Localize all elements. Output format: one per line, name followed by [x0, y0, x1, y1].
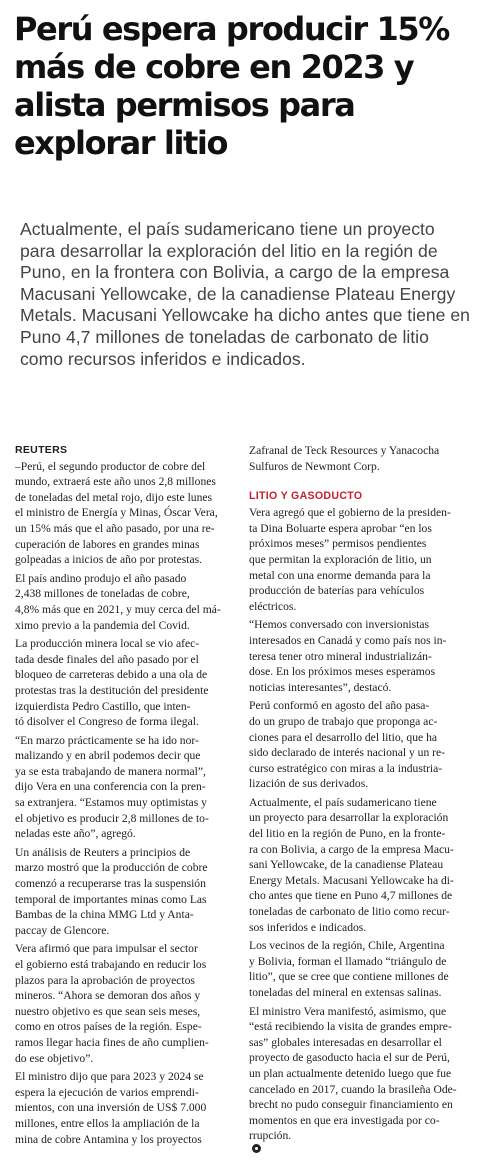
body-line: litio”, que se cree que contiene millones de	[249, 970, 449, 984]
body-line: neladas este año”, agregó.	[15, 827, 136, 841]
body-line: toneladas del mineral en extensas salinas.	[249, 986, 442, 999]
body-paragraph	[249, 443, 475, 474]
body-paragraph	[15, 845, 241, 939]
body-line: noticias interesantes”, destacó.	[249, 680, 392, 694]
body-paragraph	[15, 636, 241, 730]
body-paragraph	[15, 941, 241, 1066]
lead-line: como recursos inferidos e indicados.	[20, 348, 306, 369]
body-line: eléctricos.	[249, 599, 297, 613]
body-paragraph	[15, 571, 241, 633]
body-line: toneladas de carbonato de litio como recur-	[249, 905, 450, 919]
section-spacer	[249, 477, 475, 489]
body-line: Bambas de la china MMG Ltd y Anta-	[15, 908, 194, 922]
body-line: La producción minera local se vio afec-	[15, 637, 200, 651]
body-line: cho antes que tiene en Puno 4,7 millones de	[249, 889, 453, 903]
body-line: nuestro objetivo es que sean seis meses,	[15, 1004, 201, 1018]
body-line: próximos meses” permisos pendientes	[249, 537, 427, 551]
body-line: “Hemos conversado con inversionistas	[249, 618, 429, 632]
body-line: paccay de Glencore.	[15, 923, 110, 937]
body-line: un 15% más que el año pasado, por una re-	[15, 521, 215, 535]
body-line: Actualmente, el país sudamericano tiene	[249, 795, 437, 809]
body-line: sa extranjera. “Estamos muy optimistas y	[15, 796, 207, 810]
body-paragraph	[249, 505, 475, 614]
body-line: tada desde finales del año pasado por el	[15, 652, 199, 666]
body-line: protestas tras la destitución del presidente	[15, 683, 209, 697]
body-paragraph	[249, 795, 475, 935]
body-line: ciones para el desarrollo del litio, que ha	[249, 730, 438, 744]
lead-line: Actualmente, el país sudamericano tiene un proyecto	[20, 219, 435, 239]
body-line: ya se esta trabajando de manera normal”,	[15, 764, 206, 778]
end-of-article-icon	[252, 1144, 261, 1153]
body-line: dose. En los próximos meses esperamos	[249, 665, 436, 679]
body-paragraph	[15, 459, 241, 568]
body-line: izquierdista Pedro Castillo, que inten-	[15, 699, 191, 713]
body-line: Zafranal de Teck Resources y Yanacocha	[249, 444, 440, 457]
body-line: como en otros países de la región. Espe-	[15, 1020, 202, 1034]
body-line: sos inferidos e indicados.	[249, 920, 367, 934]
body-paragraph	[15, 733, 241, 842]
body-line: malizando y en abril podemos decir que	[15, 749, 201, 763]
body-line: lización de sus derivados.	[249, 777, 369, 791]
body-line: el ministro de Energía y Minas, Óscar Vera,	[15, 506, 218, 520]
body-line: mundo, extraerá este año unos 2,8 millones	[15, 475, 216, 489]
body-line: 4,8% más que en 2021, y muy cerca del má-	[15, 602, 221, 616]
body-line: Un análisis de Reuters a principios de	[15, 845, 191, 859]
body-line: Vera afirmó que para impulsar el sector	[15, 942, 198, 956]
article-headline	[14, 10, 476, 162]
body-line: dijo Vera en una conferencia con la pren-	[15, 780, 206, 794]
body-line: metal con una enorme demanda para la	[249, 568, 431, 582]
body-line: “está recibiendo la visita de grandes empre-	[249, 1020, 452, 1034]
body-line: mina de cobre Antamina y los proyectos	[15, 1132, 202, 1146]
body-line: sani Yellowcake, de la canadiense Plateau	[249, 858, 444, 872]
lead-line: para desarrollar la exploración del litio en la región de	[20, 240, 438, 261]
body-line: un plan actualmente detenido luego que fue	[249, 1066, 452, 1080]
body-line-text: rrupción.	[249, 1129, 292, 1143]
lead-line: Puno 4,7 millones de toneladas de carbonato de litio	[20, 326, 429, 347]
body-column-right	[249, 443, 475, 1156]
body-line: do un grupo de trabajo que proponga ac-	[249, 714, 438, 728]
body-line: que permitan la exploración de litio, un	[249, 552, 432, 566]
body-line: marzo mostró que la producción de cobre	[15, 861, 208, 875]
body-line: teresa tener otro mineral industrializán-	[249, 649, 432, 663]
article-lead	[20, 219, 476, 370]
body-line: plazos para la aprobación de proyectos	[15, 973, 195, 987]
headline-line: más de cobre en 2023 y	[14, 48, 414, 86]
body-line: Energy Metals. Macusani Yellowcake ha di-	[249, 873, 454, 887]
body-line: ta Dina Boluarte espera aprobar “en los	[249, 521, 432, 535]
body-line: golpeadas a inicios de año por protestas.	[15, 553, 203, 567]
body-line: mineros. “Ahora se demoran dos años y	[15, 989, 201, 1003]
body-line: comenzó a recuperarse tras la suspensión	[15, 877, 206, 891]
body-line: do ese objetivo”.	[15, 1051, 94, 1065]
body-line: bloqueo de carreteras debido a una ola de	[15, 668, 208, 682]
body-line: mientos, con una inversión de US$ 7.000	[15, 1101, 207, 1115]
body-line: sas” globales interesadas en desarrollar el	[249, 1035, 442, 1049]
body-line: el gobierno está trabajando en reducir los	[15, 958, 207, 971]
body-line: millones, entre ellos la ampliación de la	[15, 1116, 200, 1130]
body-line: sido declarado de interés nacional y un re-	[249, 746, 446, 760]
body-line: El ministro Vera manifestó, asimismo, que	[249, 1004, 447, 1018]
body-line: Perú conformó en agosto del año pasa-	[249, 699, 430, 713]
headline-line: explorar litio	[14, 124, 228, 162]
body-line: Sulfuros de Newmont Corp.	[249, 459, 380, 473]
body-line: de toneladas del metal rojo, dijo este lunes	[15, 490, 213, 504]
body-line: ximo previo a la pandemia del Covid.	[15, 618, 190, 632]
body-line: Vera agregó que el gobierno de la presiden-	[249, 506, 451, 520]
body-line: tó disolver el Congreso de forma ilegal.	[15, 715, 199, 729]
body-line: el objetivo es producir 2,8 millones de to-	[15, 811, 209, 825]
body-paragraph	[249, 617, 475, 695]
body-line: proyecto de gasoducto hacia el sur de Perú,	[249, 1051, 450, 1065]
body-line: cancelado en 2017, cuando la brasileña Ode-	[249, 1082, 457, 1096]
news-agency-credit: REUTERS	[15, 444, 68, 456]
lead-line: Macusani Yellowcake, de la canadiense Plateau Energy	[20, 283, 456, 304]
body-paragraph	[249, 1004, 475, 1153]
body-line: y Bolivia, forman el llamado “triángulo de	[249, 954, 447, 968]
body-line: 2,438 millones de toneladas de cobre,	[15, 587, 190, 601]
body-line: El país andino produjo el año pasado	[15, 571, 187, 585]
body-line: ramos llegar hacia fines de año cumplien-	[15, 1035, 209, 1049]
body-line: Los vecinos de la región, Chile, Argentina	[249, 939, 445, 953]
body-line: –Perú, el segundo productor de cobre del	[15, 459, 206, 473]
body-paragraph	[15, 1069, 241, 1147]
body-line: interesados en Canadá y como país nos in-	[249, 633, 447, 647]
body-paragraph	[249, 938, 475, 1000]
body-line: temporal de importantes minas como Las	[15, 892, 207, 906]
body-line: del litio en la región de Puno, en la fronte-	[249, 827, 446, 841]
headline-line: Perú espera producir 15%	[14, 10, 449, 48]
headline-line: alista permisos para	[14, 86, 355, 124]
body-line: brecht no pudo conseguir financiamiento en	[249, 1098, 453, 1112]
section-subhead: LITIO Y GASODUCTO	[249, 490, 363, 503]
body-line: un proyecto para desarrollar la exploración	[249, 811, 449, 825]
body-line: ra con Bolivia, a cargo de la empresa Macu-	[249, 842, 454, 856]
body-line: El ministro dijo que para 2023 y 2024 se	[15, 1070, 204, 1084]
body-line: producción de baterías para vehículos	[249, 584, 425, 598]
body-column-left	[15, 443, 241, 1150]
body-paragraph	[249, 698, 475, 792]
body-line: “En marzo prácticamente se ha ido nor-	[15, 733, 199, 747]
lead-line: Puno, en la frontera con Bolivia, a cargo de la empresa	[20, 262, 450, 283]
body-line: cuperación de labores en grandes minas	[15, 537, 200, 551]
body-line: espera la ejecución de varios emprendi-	[15, 1085, 199, 1099]
body-line	[249, 1128, 475, 1153]
body-line: curso estratégico con miras a la industria-	[249, 761, 443, 775]
lead-line: Metals. Macusani Yellowcake ha dicho antes que tiene en	[20, 305, 470, 326]
body-line: momentos en que era investigada por co-	[249, 1113, 440, 1127]
